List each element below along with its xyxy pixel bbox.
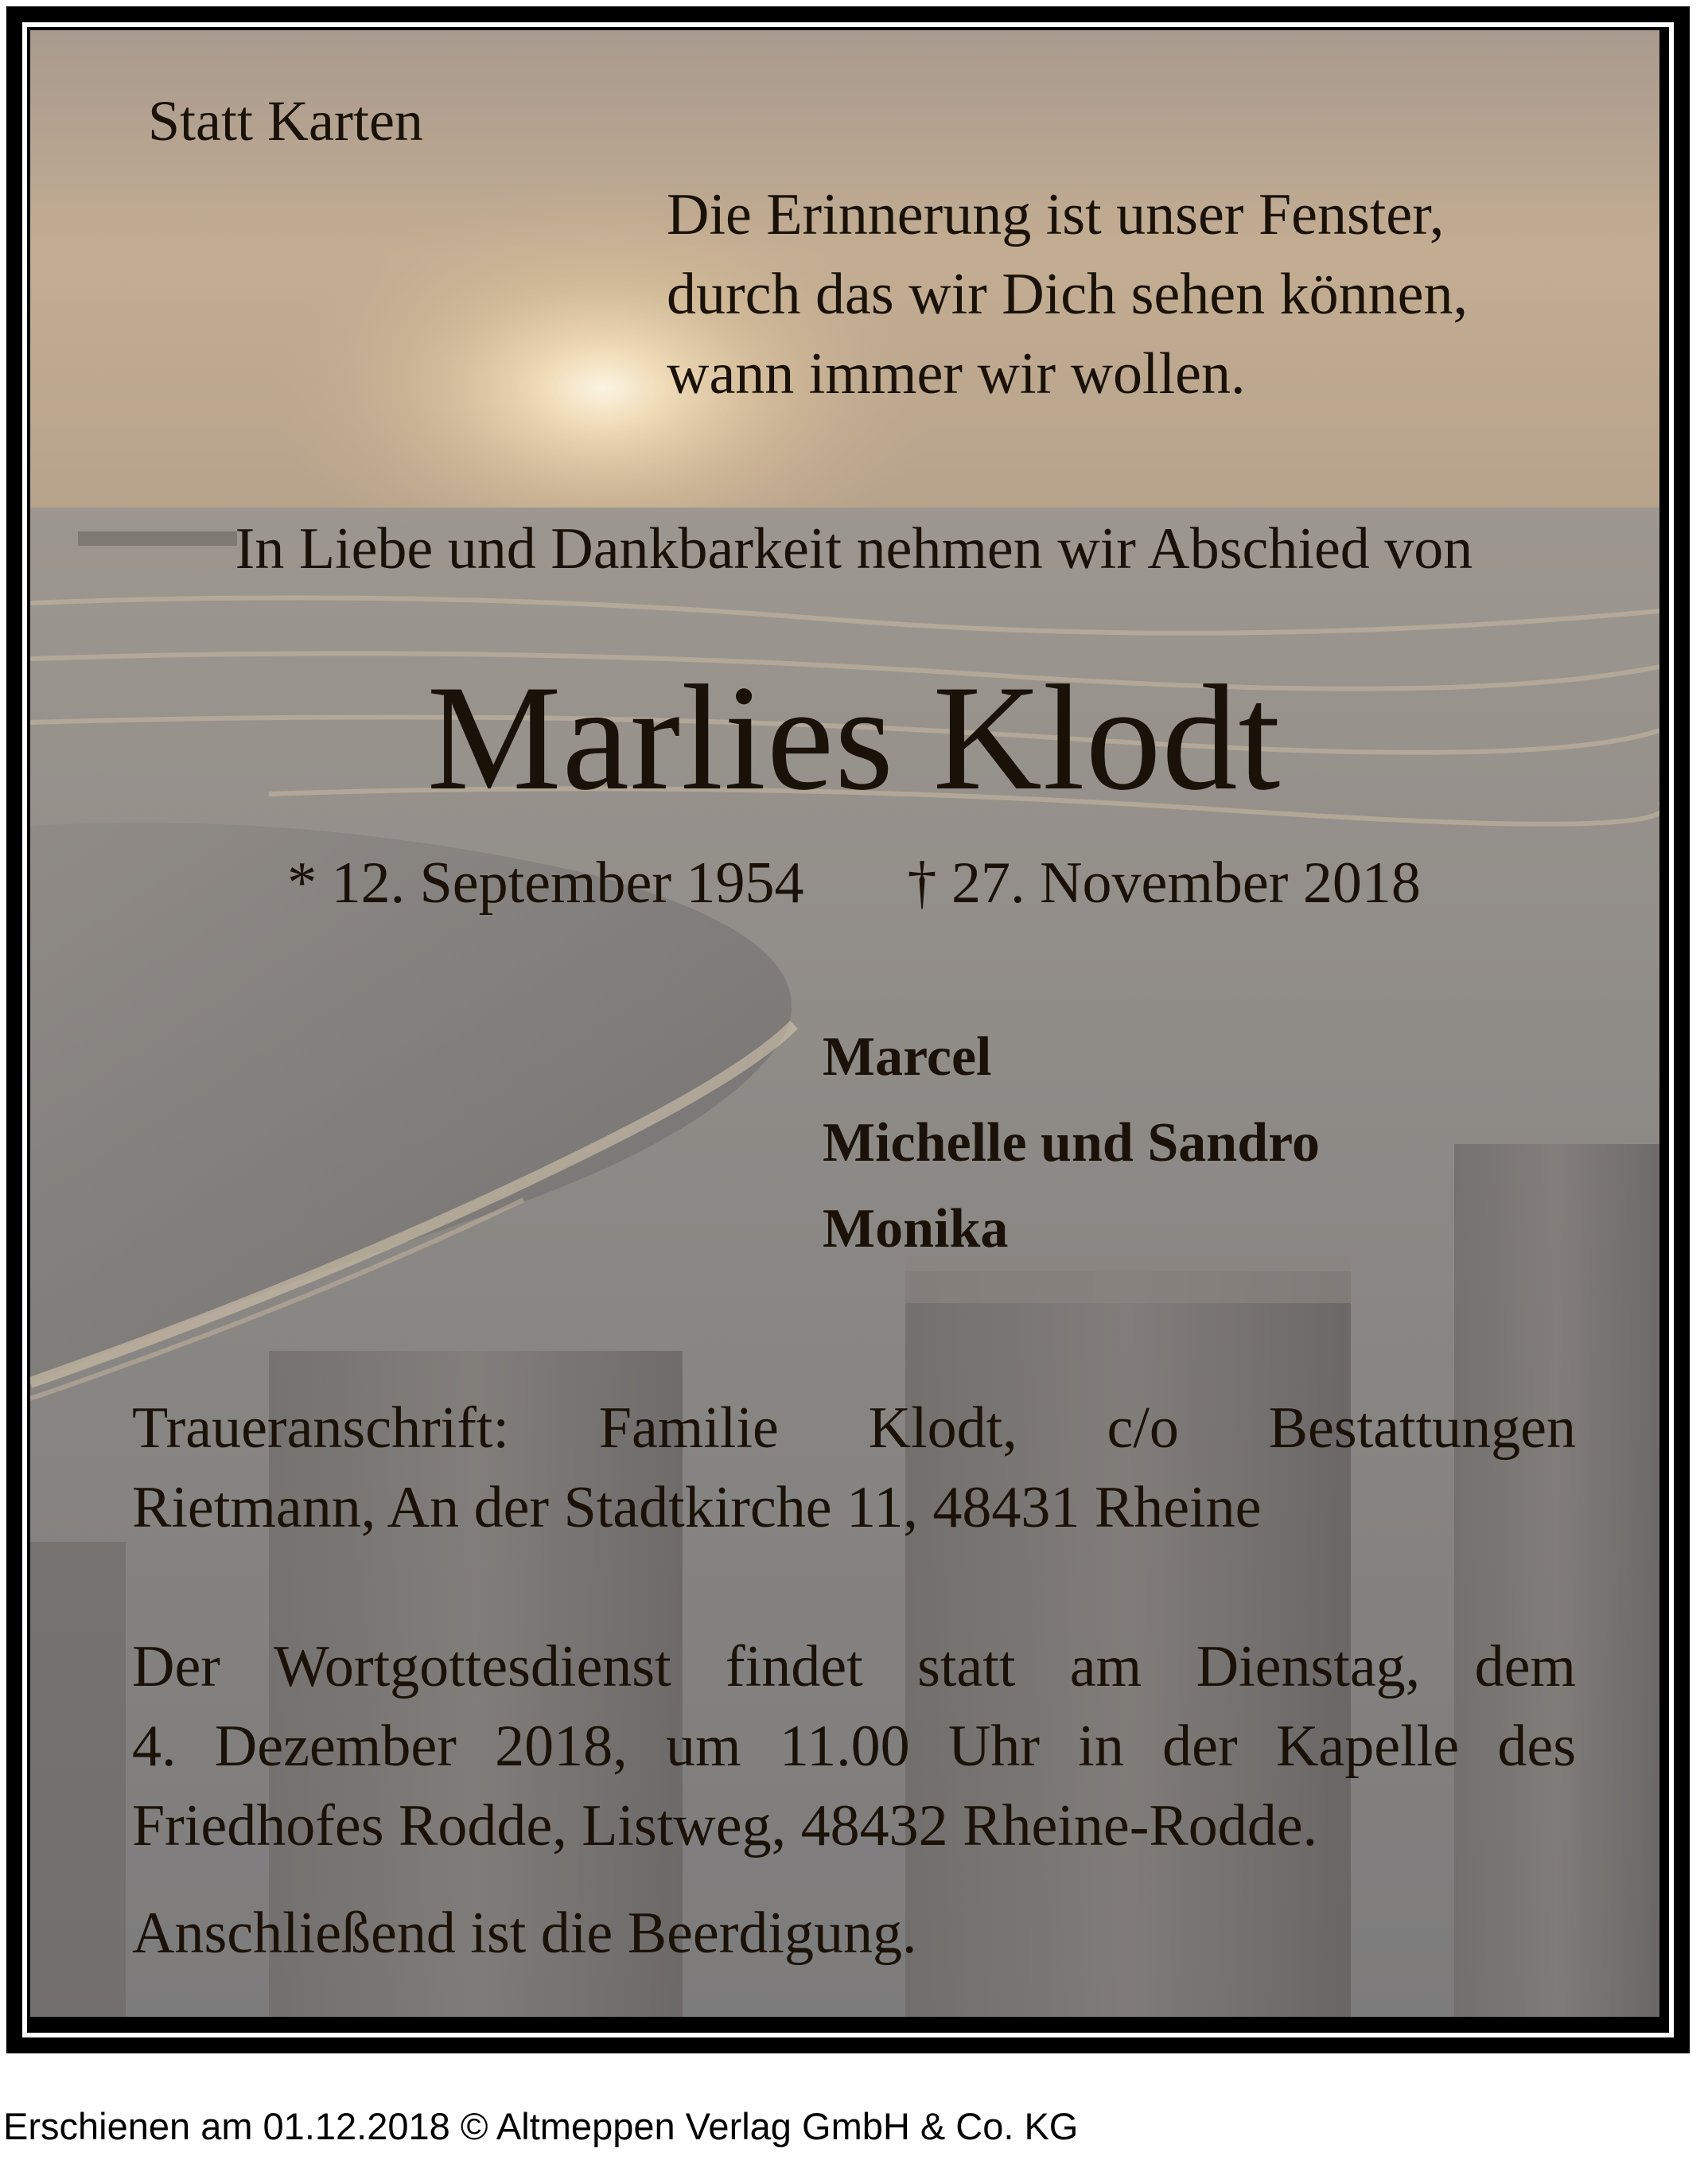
farewell-intro: In Liebe und Dankbarkeit nehmen wir Abschied von: [235, 516, 1473, 582]
memorial-quote: [667, 175, 1468, 414]
burial-note: Anschließend ist die Beerdigung.: [132, 1901, 917, 1966]
deceased-name: Marlies Klodt: [426, 655, 1282, 822]
life-dates: [0, 847, 1708, 919]
condolence-address: [132, 1388, 1576, 1547]
address-line: Rietmann, An der Stadtkirche 11, 48431 Rheine: [132, 1475, 1262, 1540]
death-date: † 27. November 2018: [907, 850, 1421, 916]
publication-footer: Erschienen am 01.12.2018 © Altmeppen Verlag GmbH & Co. KG: [3, 2105, 1079, 2147]
family-member: Marcel: [823, 1026, 992, 1088]
family-member: Monika: [823, 1198, 1009, 1259]
service-line: Friedhofes Rodde, Listweg, 48432 Rheine-Rodde.: [132, 1793, 1318, 1858]
service-details: [132, 1627, 1576, 1866]
service-line: 4. Dezember 2018, um 11.00 Uhr in der Kapelle des: [132, 1714, 1576, 1779]
mourning-family: [823, 1014, 1320, 1272]
birth-date: * 12. September 1954: [287, 850, 804, 916]
service-line: Der Wortgottesdienst findet statt am Dienstag, dem: [132, 1634, 1576, 1699]
family-member: Michelle und Sandro: [823, 1112, 1320, 1173]
address-line: Traueranschrift: Familie Klodt, c/o Bestattungen: [132, 1395, 1576, 1461]
quote-line: wann immer wir wollen.: [667, 341, 1246, 407]
quote-line: durch das wir Dich sehen können,: [667, 262, 1468, 327]
statt-karten-label: Statt Karten: [148, 89, 423, 153]
quote-line: Die Erinnerung ist unser Fenster,: [667, 182, 1445, 247]
